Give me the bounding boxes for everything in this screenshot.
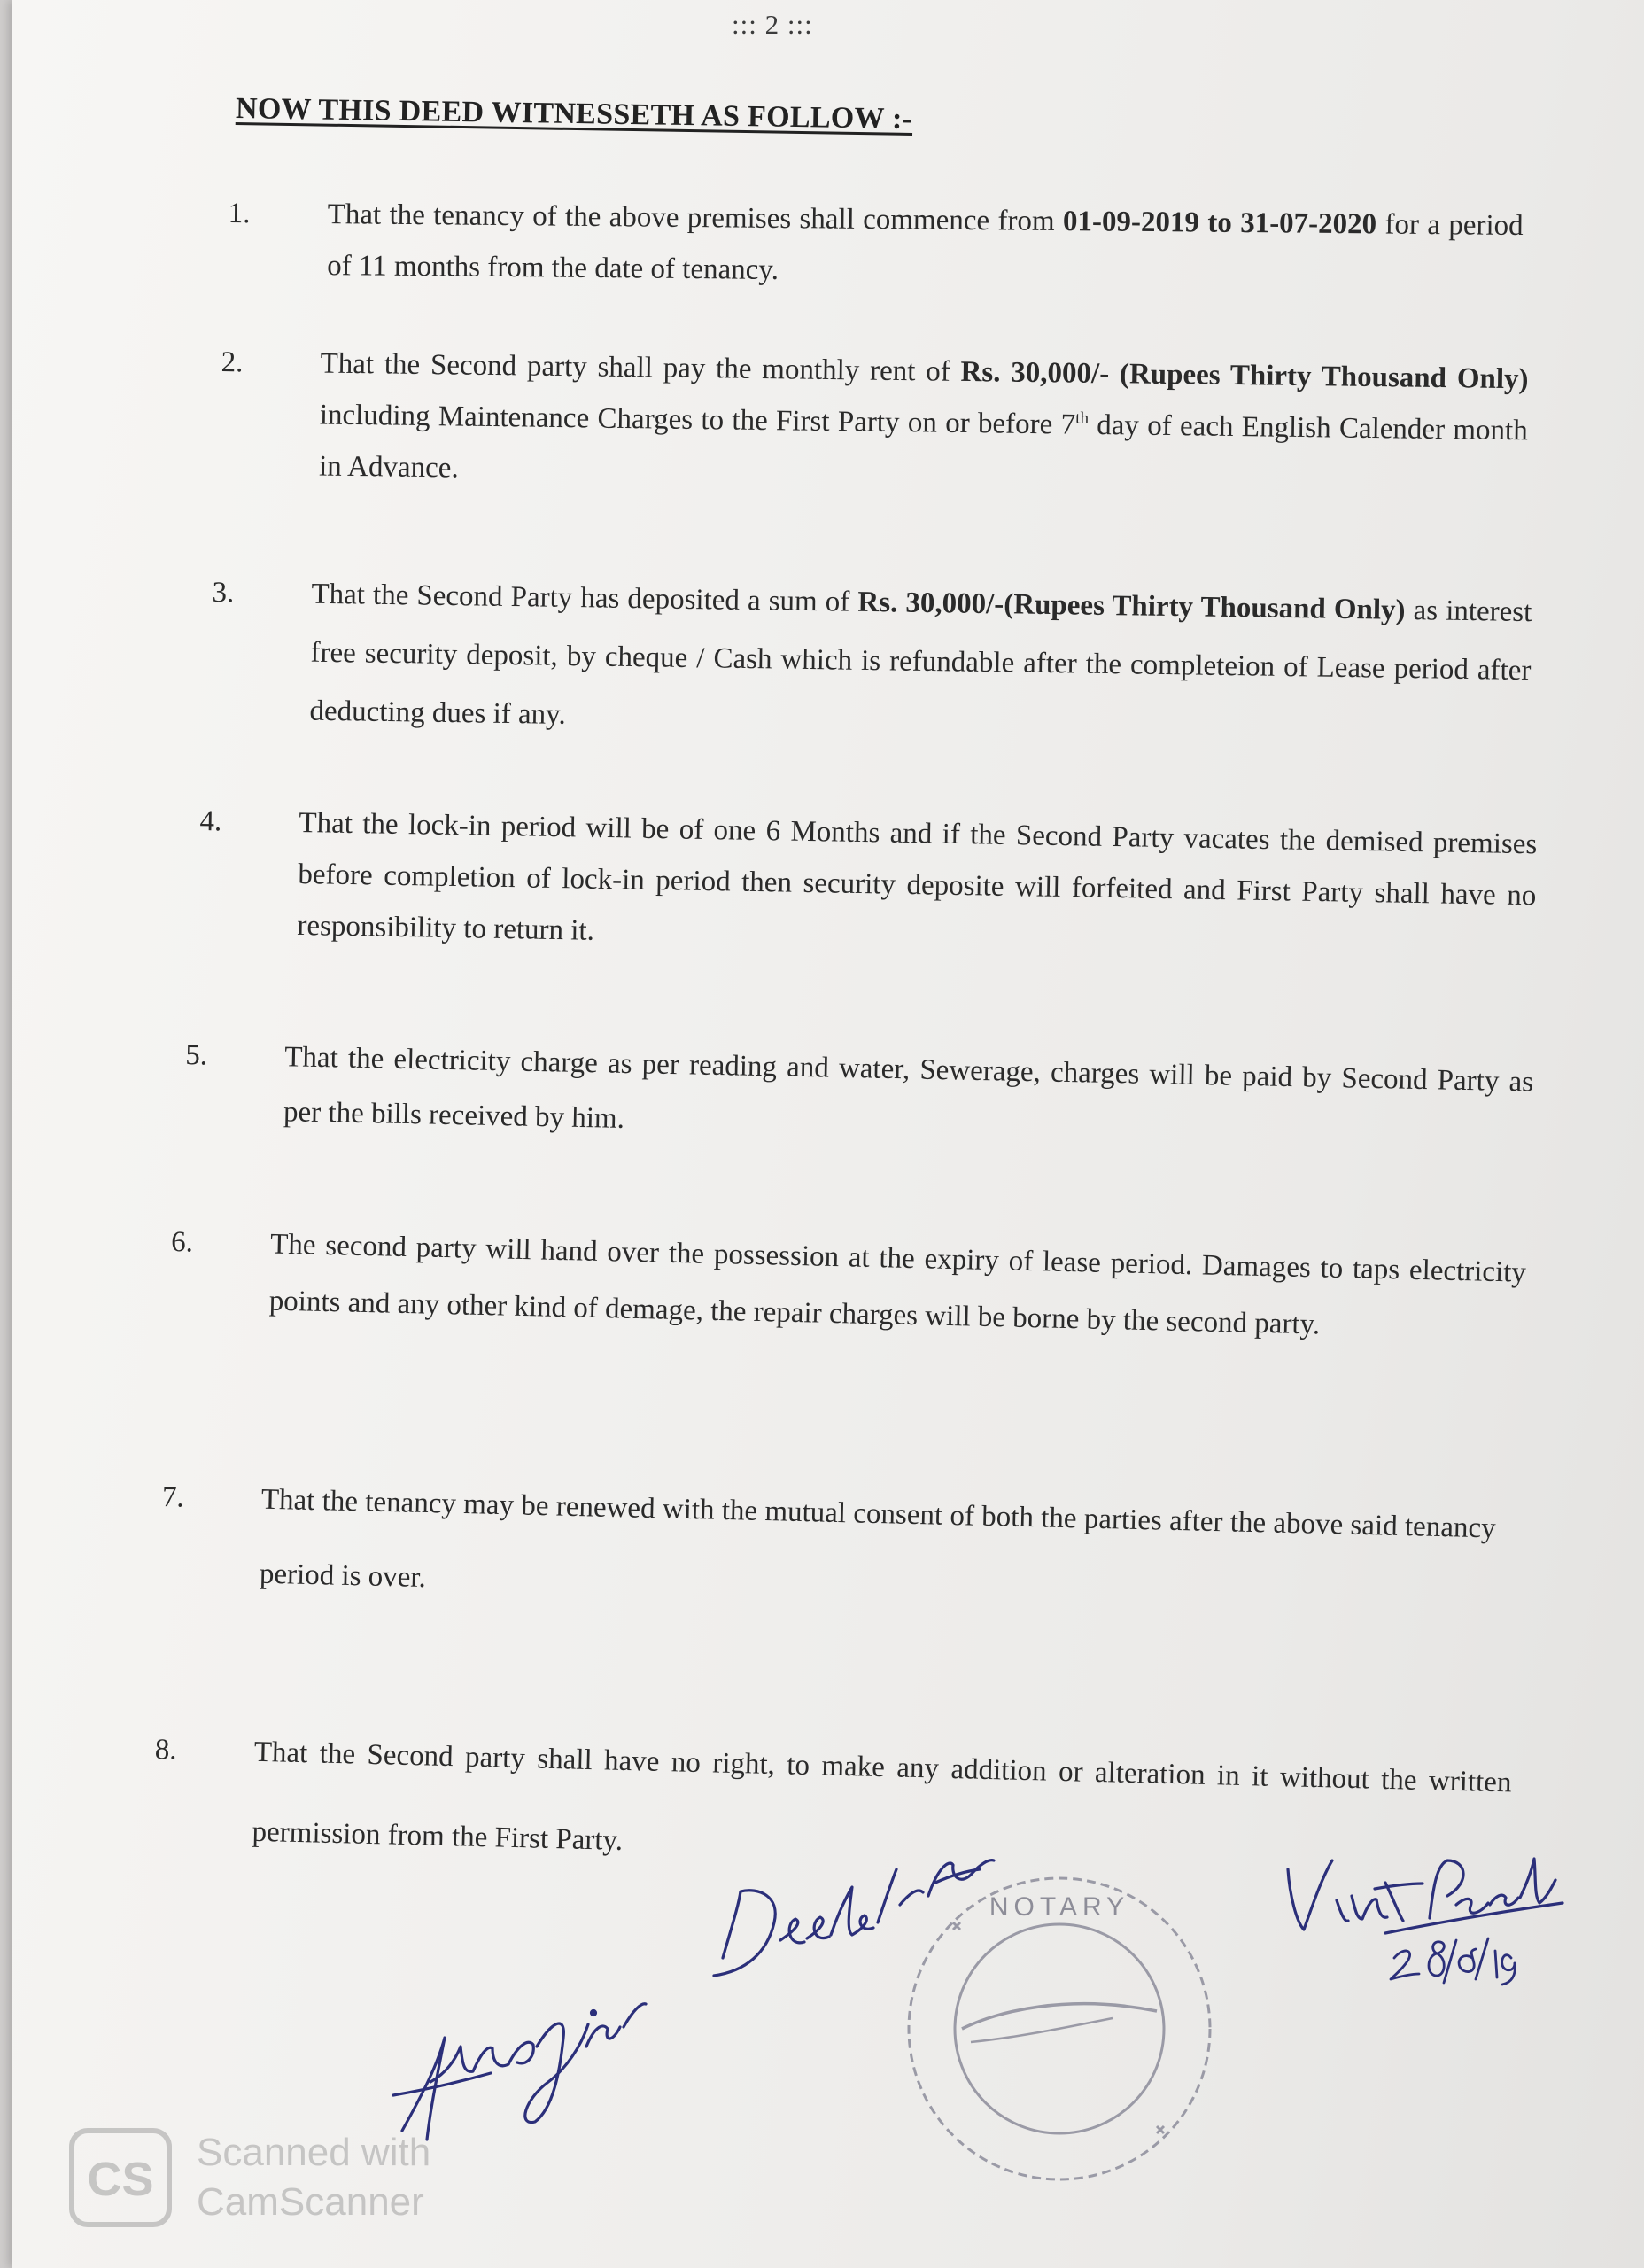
clause-3	[210, 563, 1532, 758]
clause-number: 4.	[199, 804, 222, 838]
clause-text-run: That the Second Party has deposited a sum of	[311, 578, 858, 618]
clause-text	[259, 1463, 1497, 1641]
clause-text-run: That the electricity charge as per reading and water, Sewerage, charges will be paid by Second Party as per the bills received by him.	[283, 1041, 1534, 1135]
clause-text	[297, 797, 1538, 973]
signature-left	[376, 1940, 668, 2153]
deed-heading: NOW THIS DEED WITNESSETH AS FOLLOW :-	[235, 92, 913, 136]
clause-text-run: th	[1075, 408, 1090, 428]
clause-text-run: That the Second party shall have no right, to make any addition or alteration in it without the written permission from the First Party.	[252, 1736, 1512, 1857]
clause-1	[228, 188, 1524, 303]
clause-number: 5.	[185, 1038, 208, 1072]
clause-text-run: That the Second party shall pay the monthly rent of	[320, 347, 961, 388]
clause-text	[268, 1216, 1527, 1358]
clause-number: 8.	[154, 1733, 178, 1767]
clause-text-run: Rs. 30,000/- (Rupees Thirty Thousand Only)	[960, 355, 1529, 396]
clause-4	[198, 796, 1538, 973]
clause-text-run: 01-09-2019 to 31-07-2020	[1062, 206, 1377, 241]
clause-6	[169, 1214, 1527, 1358]
clause-text-run: including Maintenance Charges to the First Party on or before 7	[319, 399, 1076, 441]
svg-text:CS: CS	[87, 2153, 154, 2206]
clause-text	[327, 189, 1524, 303]
clause-number: 1.	[228, 197, 251, 230]
clause-5	[184, 1028, 1534, 1165]
clause-text-run: That the tenancy may be renewed with the mutual consent of both the parties after the above said tenancy period is over.	[259, 1483, 1497, 1595]
notary-stamp	[891, 1860, 1228, 2197]
watermark-line2: CamScanner	[197, 2180, 424, 2224]
clause-2	[220, 337, 1529, 508]
clause-text-run: Rs. 30,000/-(Rupees Thirty Thousand Only)	[857, 586, 1406, 626]
signature-right	[1270, 1834, 1571, 1993]
clause-text-run: for a period of 11 months from the date of tenancy.	[326, 208, 1524, 286]
watermark-line1: Scanned with	[197, 2131, 431, 2174]
page-number: ::: 2 :::	[732, 9, 813, 40]
clause-text	[309, 565, 1532, 758]
clause-number: 2.	[221, 346, 244, 379]
clause-text	[283, 1029, 1533, 1164]
clause-text-run: That the lock-in period will be of one 6 Months and if the Second Party vacates the demised premises before completion of lock-in period then security deposite will forfeited and First Party shall have no responsibility to return it.	[297, 806, 1538, 947]
clause-number: 7.	[161, 1480, 185, 1514]
camscanner-logo-icon	[69, 2128, 172, 2227]
clause-text-run: as interest free security deposit, by cheque / Cash which is refundable after the completeion of Lease period after deducting dues if any.	[309, 594, 1532, 731]
clause-text-run: That the tenancy of the above premises shall commence from	[327, 198, 1064, 238]
clause-text-run: The second party will hand over the possession at the expiry of lease period. Damages to taps electricity points and any other kind of demage, the repair charges will be borne by the second party.	[268, 1228, 1527, 1341]
clause-text-run: day of each English Calender month in Advance.	[318, 408, 1528, 485]
watermark-text	[197, 2128, 430, 2227]
clause-text	[319, 338, 1529, 508]
document-page	[12, 0, 1644, 2268]
clause-number: 6.	[170, 1225, 194, 1259]
clause-7	[159, 1460, 1497, 1640]
stamp-text: NOTARY	[989, 1892, 1130, 1922]
clause-number: 3.	[212, 576, 235, 610]
